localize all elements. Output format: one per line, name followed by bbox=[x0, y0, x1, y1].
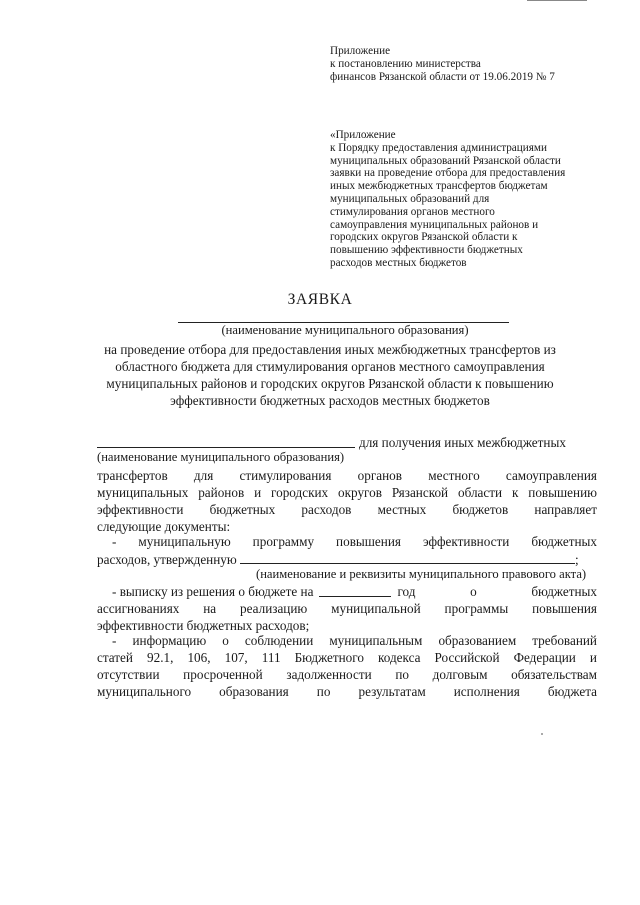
appendix-line: повышению эффективности бюджетных bbox=[330, 244, 523, 257]
appendix-line: иных межбюджетных трансфертов бюджетам bbox=[330, 180, 548, 193]
document-title: ЗАЯВКА bbox=[287, 291, 353, 308]
appendix-header bbox=[330, 45, 555, 83]
municipality-caption-small: (наименование муниципального образования) bbox=[97, 450, 345, 464]
appendix-line: муниципальных образований Рязанской области bbox=[330, 154, 561, 167]
heading-line: на проведение отбора для предоставления иных межбюджетных трансфертов из bbox=[104, 342, 556, 357]
list-item-info: - информацию о соблюдении муниципальным образованием требований bbox=[112, 633, 597, 648]
body-line: эффективности бюджетных расходов местных бюджетов направляет bbox=[97, 502, 597, 517]
appendix-line: «Приложение bbox=[330, 129, 396, 141]
body-line: эффективности бюджетных расходов; bbox=[97, 618, 310, 633]
heading-line: эффективности бюджетных расходов местных бюджетов bbox=[170, 393, 490, 408]
body-line: муниципальных районов и городских округов Рязанской области к повышению bbox=[97, 485, 597, 500]
appendix-line: муниципальных образований для bbox=[330, 192, 490, 205]
appendix-line: расходов местных бюджетов bbox=[330, 256, 467, 269]
body-line: для получения иных межбюджетных bbox=[359, 435, 566, 450]
legal-act-blank bbox=[240, 550, 575, 564]
scan-speck bbox=[541, 733, 543, 735]
legal-act-caption: (наименование и реквизиты муниципального правового акта) bbox=[256, 567, 587, 581]
body-text: - выписку из решения о бюджете на bbox=[112, 584, 314, 599]
body-text: расходов, утвержденную bbox=[97, 552, 237, 567]
body-text: ; bbox=[575, 552, 579, 567]
appendix-line: к Порядку предоставления администрациями bbox=[330, 141, 547, 154]
year-blank bbox=[319, 583, 391, 597]
heading-line: муниципальных районов и городских округов Рязанской области к повышению bbox=[106, 376, 554, 391]
heading-line: областного бюджета для стимулирования органов местного самоуправления bbox=[115, 359, 545, 374]
document-heading bbox=[60, 341, 600, 409]
body-line: трансфертов для стимулирования органов местного самоуправления bbox=[97, 468, 597, 483]
page-edge-mark bbox=[527, 0, 587, 1]
appendix-line: стимулирования органов местного bbox=[330, 205, 495, 218]
appendix-procedure bbox=[330, 129, 565, 270]
body-line: муниципального образования по результатам исполнения бюджета bbox=[97, 684, 597, 699]
municipality-caption: (наименование муниципального образования) bbox=[221, 323, 469, 337]
body-text: год о бюджетных bbox=[397, 584, 597, 599]
municipality-fill-line bbox=[97, 447, 355, 448]
body-line: ассигнованиях на реализацию муниципальной программы повышения bbox=[97, 601, 597, 616]
appendix-line: самоуправления муниципальных районов и bbox=[330, 218, 539, 231]
list-item-extract bbox=[112, 583, 597, 600]
body-line: следующие документы: bbox=[97, 519, 231, 534]
appendix-line: заявки на проведение отбора для предоставления bbox=[330, 167, 566, 180]
list-item-program: - муниципальную программу повышения эффективности бюджетных bbox=[112, 534, 597, 549]
appendix-line: финансов Рязанской области от 19.06.2019 № 7 bbox=[330, 70, 555, 83]
appendix-line: Приложение bbox=[330, 45, 391, 57]
appendix-line: городских округов Рязанской области к bbox=[330, 231, 518, 244]
list-item-program-cont bbox=[97, 550, 597, 567]
body-line: отсутствии просроченной задолженности по долговым обязательствам bbox=[97, 667, 597, 682]
appendix-line: к постановлению министерства bbox=[330, 57, 481, 70]
body-line: статей 92.1, 106, 107, 111 Бюджетного кодекса Российской Федерации и bbox=[97, 650, 597, 665]
